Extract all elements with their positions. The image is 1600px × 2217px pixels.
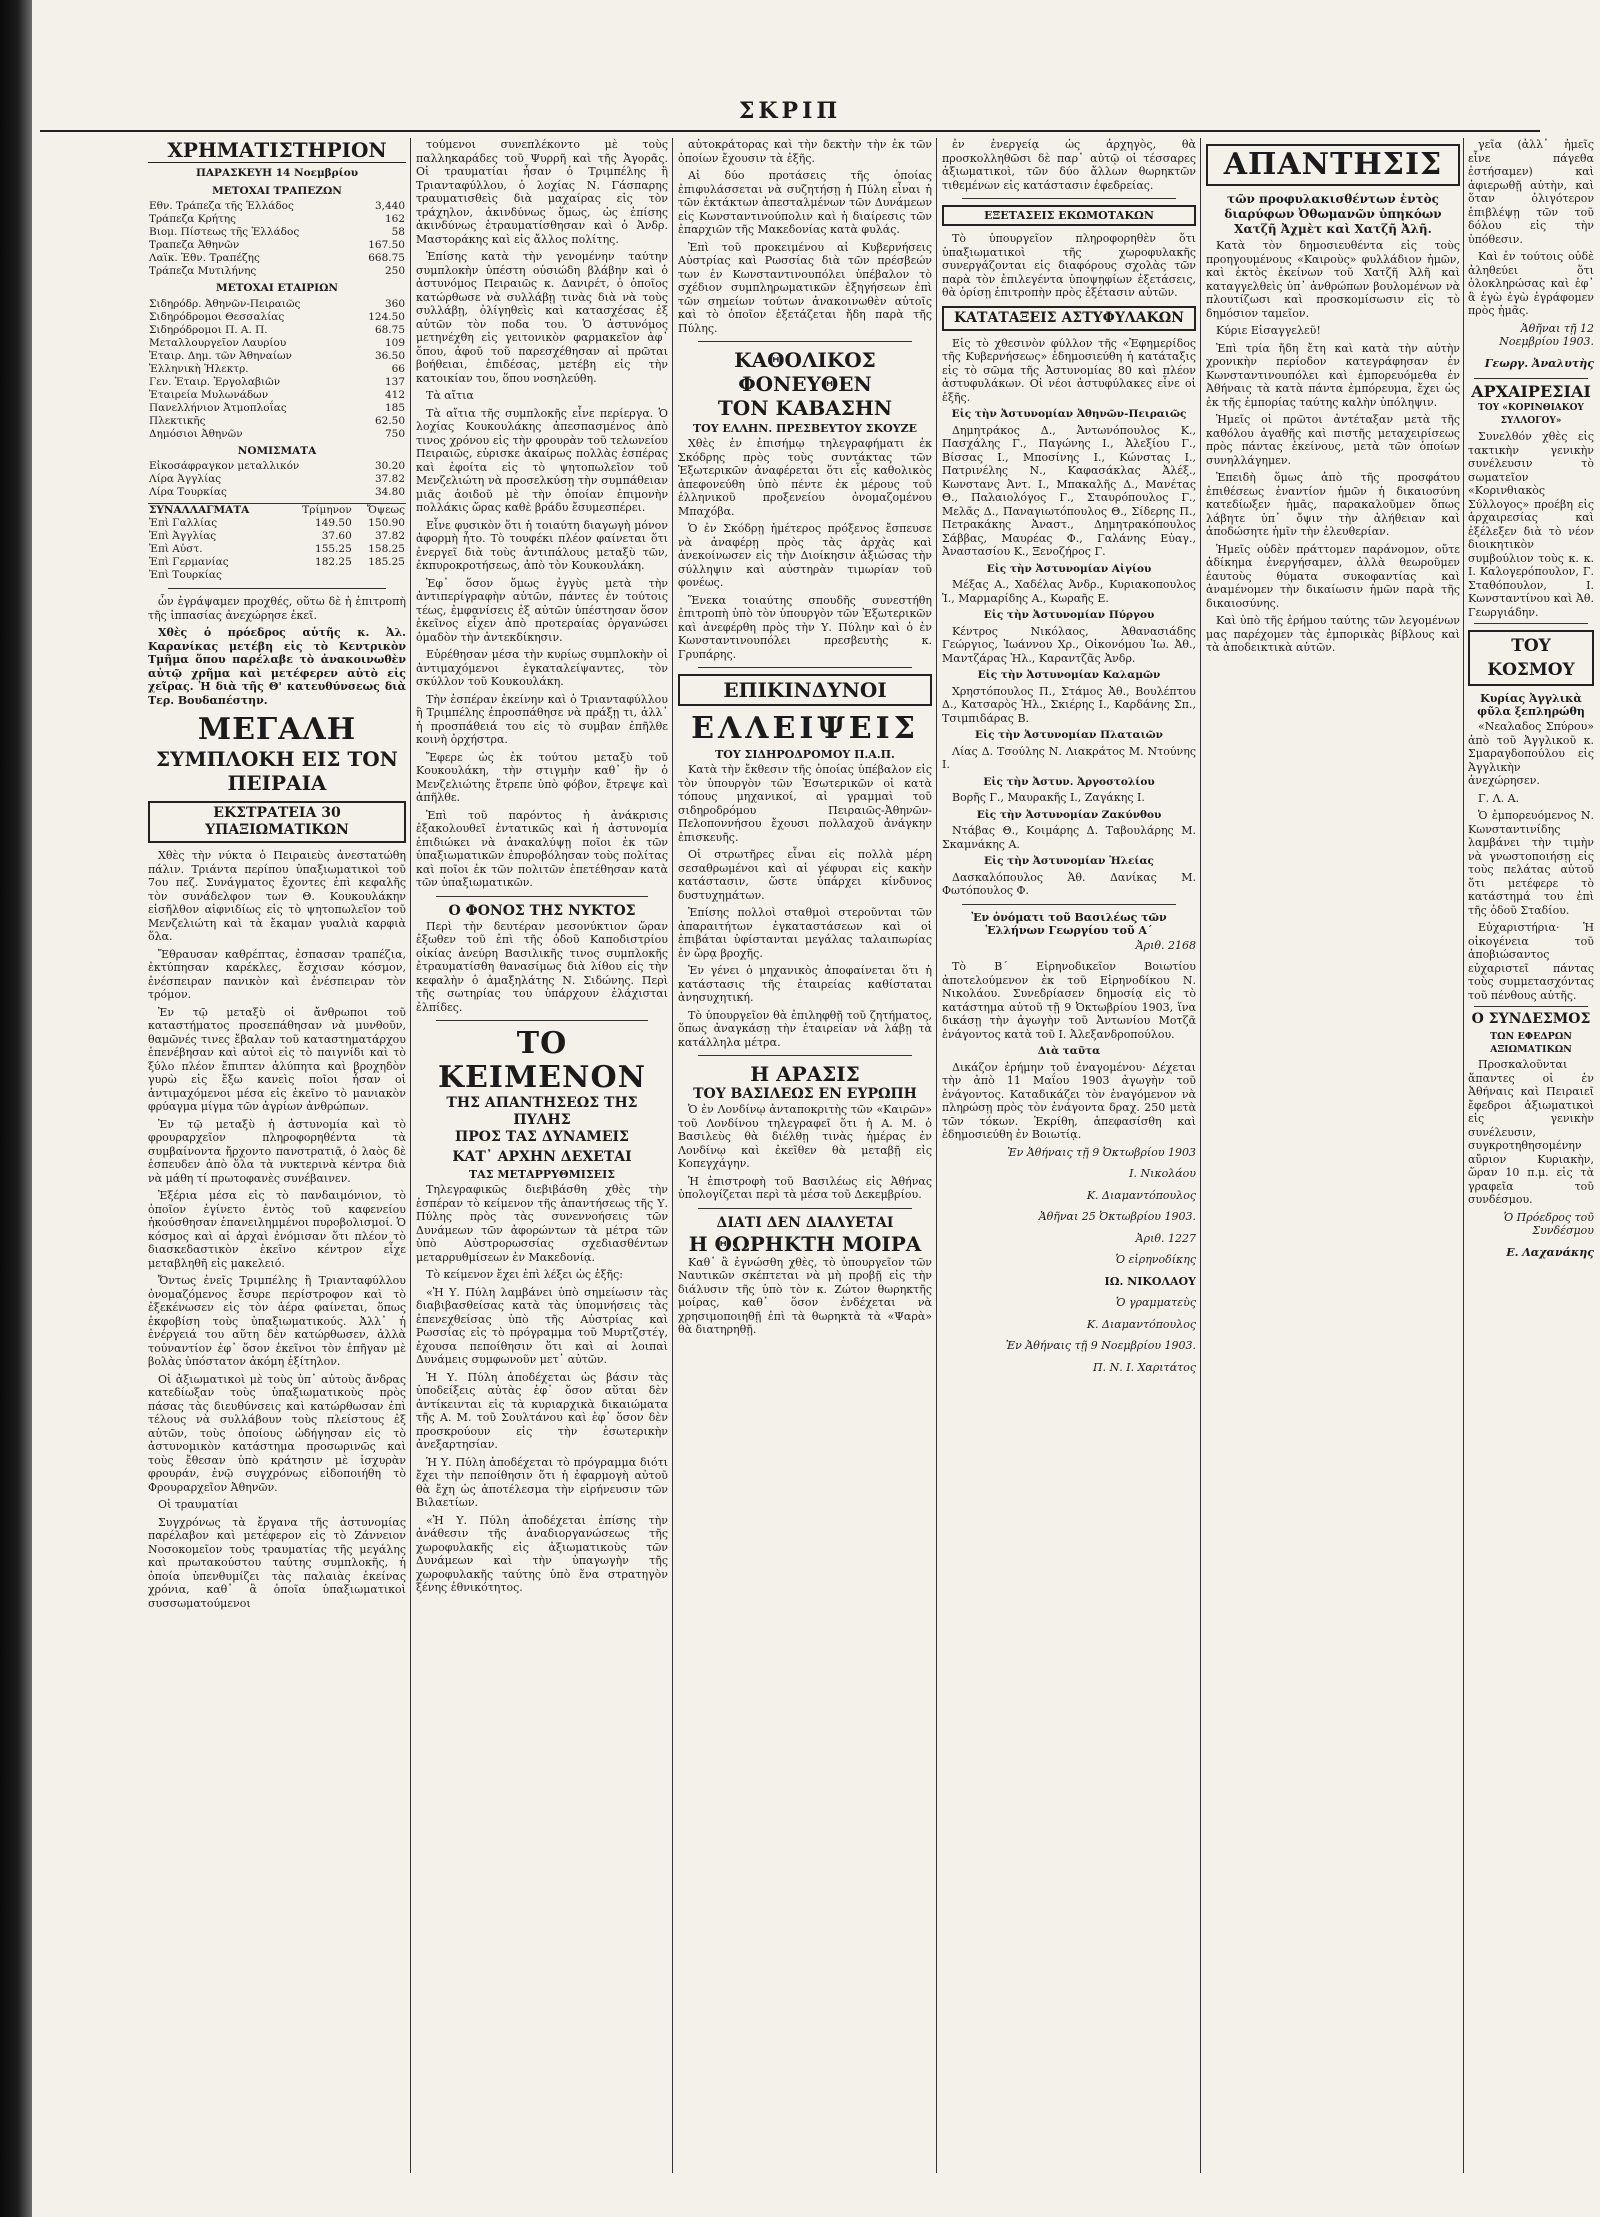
headline-exetaseis: ΕΞΕΤΑΣΕΙΣ ΕΚΩΜΟΤΑΚΩΝ [942, 205, 1196, 226]
paragraph: Ὁ ἐμπορευόμενος Ν. Κωνσταντινίδης λαμβάνει τὴν τιμὴν νὰ γνωστοποιήσῃ εἰς τοὺς πελάτας αὐτοῦ ὅτι μετέφερε τὸ κατάστημά του ἐπὶ τῆς ὁδοῦ Σταδίου. [1468, 809, 1594, 917]
police-names: Χρηστόπουλος Π., Στάμος Ἀθ., Βουλέπτου Δ., Κατσαρὸς Ἠλ., Σκιέρης Ι., Καρδάνης Σπ., Τσιμπιδάρας Β. [942, 684, 1196, 725]
police-names: Βορῆς Γ., Μαυρακῆς Ι., Ζαγάκης Ι. [952, 791, 1145, 804]
police-names: Λίας Δ. Τσούλης Ν. Λιακράτος Μ. Ντούνης Ι. [942, 744, 1196, 771]
company-row-value: 137 [384, 375, 405, 388]
paragraph: Οἱ τραυματίαι [158, 1498, 239, 1511]
company-row-name: Πλεκτικῆς [149, 414, 206, 427]
headline-diati: ΔΙΑΤΙ ΔΕΝ ΔΙΑΛΥΕΤΑΙ [716, 1214, 894, 1231]
fx-row-b: 150.90 [368, 517, 405, 529]
bank-row [148, 213, 406, 226]
headline-elleipseis: ΕΛΛΕΙΨΕΙΣ [691, 711, 919, 746]
headline-arasis: Η ΑΡΑΣΙΣ [750, 1062, 860, 1086]
lead-fragment-2: Χθὲς ὁ πρόεδρος αὐτῆς κ. Ἀλ. Καρανίκας μετέβη εἰς τὸ Κεντρικὸν Τμῆμα ὅπου παρέλαβε τὸ ἀνακοινωθὲν αὐτῷ χρῆμα καὶ μετέφερεν αὐτὸ εἰς χεῖρας. Ἡ διὰ τῆς Θ' κατευθύνσεως διὰ Τερ. Βουδαπέστην. [148, 626, 406, 707]
court-invocation: Ἐν ὀνόματι τοῦ Βασιλέως τῶν Ἑλλήνων Γεωργίου τοῦ Α΄ [971, 910, 1167, 937]
fx-row [148, 543, 406, 556]
fx-row-name: Ἐπὶ Ἀγγλίας [149, 530, 217, 542]
company-row-value: 750 [384, 427, 405, 440]
paragraph: Ἐπίσης πολλοὶ σταθμοὶ στεροῦνται τῶν ἀπαραιτήτων ἐγκαταστάσεων καὶ οἱ ἐπιβάται ὑφίστανται μεγάλας ταλαιπωρίας ἐν ὥρᾳ βροχῆς. [678, 906, 932, 960]
article-continuation [678, 138, 932, 335]
paragraph: Γ. Λ. Α. [1478, 791, 1520, 805]
fx-row [148, 556, 406, 569]
bank-row [148, 239, 406, 252]
paragraph: Ἐπὶ τοῦ προκειμένου αἱ Κυβερνήσεις Αὐστρίας καὶ Ρωσσίας διὰ τῶν πρέσβεών των ἐν Κωνσταντινουπόλει ὑπέβαλον τὸ σχέδιον συμπληρωματικῶν ἐξηγήσεων ἐπὶ τῶν σημείων τούτων ἀνακοινωθὲν αὐτοῖς καὶ τὸ ὁποῖον ἐξετάζεται ἤδη παρὰ τῆς Πύλης. [678, 240, 932, 335]
company-row-name: Ἑλληνικὴ Ἠλεκτρ. [149, 362, 249, 375]
company-row [148, 389, 406, 402]
bank-row [148, 226, 406, 239]
fx-row [148, 530, 406, 543]
company-row [148, 402, 406, 415]
paragraph: Ἐφ᾽ ὅσον ὅμως ἐγγὺς μετὰ τὴν ἀντιπερίγραφὴν αὐτῶν, πάντες ἐν τούτοις τέως, ἐμφανίσεις ἐξ αὐτῶν ὑπέστησαν ὅσον ἐκεῖνος εἶχεν ἀπὸ προτεραίας ὀργανώσει ὁμαδὸν τὴν ἀντεκδίκησιν. [416, 576, 668, 644]
bank-row [148, 200, 406, 213]
paragraph: Τὸ κείμενον ἔχει ἐπὶ λέξει ὡς ἑξῆς: [426, 1268, 623, 1281]
apantisis-subhead: τῶν προφυλακισθέντων ἐντὸς διαρύφων Ὀθωμανῶν ὑπηκόων Χατζῆ Ἀχμὲτ καὶ Χατζῆ Ἀλῆ. [1224, 192, 1442, 236]
currency-row-value: 34.80 [374, 486, 405, 498]
bank-row-value: 58 [391, 226, 405, 238]
bank-row-name: Λαϊκ. Ἐθν. Τραπέζης [149, 252, 260, 264]
bank-row-name: Τράπεζα Κρήτης [149, 213, 237, 225]
paragraph: Ἕνεκα τοιαύτης σπουδῆς συνεστήθη ἐπιτροπὴ ὑπὸ τὸν ὑπουργὸν τῶν Ἐξωτερικῶν καὶ ἀνεφέρθη πρὸς τὴν Υ. Πύλην καὶ ὁ ἐν Κωνσταντινουπόλει πρεσβευτὴς κ. Γρυπάρης. [678, 593, 932, 661]
paragraph: Εὑρέθησαν μέσα τὴν κυρίως συμπλοκὴν οἱ ἀντιμαχόμενοι ἐγκαταλείψαντες, τὸν σκύλλον τοῦ Κουκουλάκη. [416, 648, 668, 688]
apantisis-signature: Γεωργ. Ἀναλυτὴς [1484, 356, 1594, 370]
bank-row [148, 252, 406, 265]
paragraph: Εὐχαριστήρια· Ἡ οἰκογένεια τοῦ ἀποβιώσαντος εὐχαριστεῖ πάντας τοὺς συμμετασχόντας τοῦ πένθους αὐτῆς. [1468, 921, 1594, 1002]
company-row-value: 66 [391, 362, 405, 375]
company-row-value: 360 [384, 297, 405, 310]
court-date-2: Ἀθῆναι 25 Ὀκτωβρίου 1903. [1038, 1210, 1196, 1223]
katataxeis-text: Εἰς τὸ χθεσινὸν φύλλον τῆς «Ἐφημερίδος τῆς Κυβερνήσεως» ἐδημοσιεύθη ἡ κατάταξις εἰς τὸ σῶμα τῆς Ἀστυνομίας 80 καὶ πλέον ἀστυφυλάκων. Οἱ νέοι ἀστυφύλακες εἶνε οἱ ἑξῆς. [942, 336, 1196, 404]
exchange-title: ΧΡΗΜΑΤΙΣΤΗΡΙΟΝ [148, 138, 406, 163]
paragraph: «Ἡ Υ. Πύλη ἀποδέχεται ἐπίσης τὴν ἀνάθεσιν τῆς ἀναδιοργανώσεως τῆς χωροφυλακῆς εἰς ἀξιωματικοὺς τῶν Δυνάμεων καὶ τὴν ὑπαγωγὴν τῆς χωροφυλακῆς ταύτης ὑπὸ ἕνα στρατηγὸν ξένης ἐθνικότητος. [416, 1513, 668, 1594]
currency-row-value: 37.82 [374, 473, 405, 485]
paragraph: Καὶ ἐν τούτοις οὐδὲ ἀληθεύει ὅτι ὀλοκληρώσας καὶ ἐφ᾽ ἃ ἐγὼ ἐγὼ ἐγράφομεν πρὸς ἡμᾶς. [1468, 250, 1594, 317]
elleipseis-body [678, 763, 932, 1049]
court-verdict: Δικάζον ἐρήμην τοῦ ἐναγομένου· Δέχεται τὴν ἀπὸ 11 Μαΐου 1903 ἀγωγὴν τοῦ ἐνάγοντος. Καταδικάζει τὸν ἐναγόμενον νὰ πληρώσῃ πρὸς τὸν ἐνάγοντα δραχ. 250 μετὰ τῶν τόκων. Ἐκρίθη, ἀπεφασίσθη καὶ ἐδημοσιεύθη ἐν Βοιωτίᾳ. [942, 1060, 1196, 1141]
paragraph: Ἐπειδὴ ὅμως ἀπὸ τῆς προσφάτου ἐπιθέσεως ἐναντίον ἡμῶν ἡ δικαιοσύνη κατεδίωξεν ἡμᾶς, παρακαλοῦμεν ὅπως λάβητε ὑπ᾽ ὄψιν τὴν ἀλήθειαν καὶ ἀποδώσητε ἡμῖν τὴν ἐλευθερίαν. [1206, 471, 1460, 538]
column-rule [672, 138, 673, 2173]
paragraph: Ἡμεῖς οἱ πρῶτοι ἀντέταξαν μετὰ τῆς καθόλου ἀγαθῆς καὶ πιστῆς μεταχειρίσεως πρὸς πάντας ἐκείνους, μετὰ τῶν ὁποίων συνηλλάγημεν. [1206, 413, 1460, 467]
company-row-value: 62.50 [374, 414, 405, 427]
fx-row-a: 155.25 [315, 543, 352, 555]
bank-row [148, 265, 406, 278]
police-names: Δημητράκος Δ., Ἀντωνόπουλος Κ., Πασχάλης Γ., Παγώνης Ι., Ἀλεξίου Γ., Βίσσας Ι., Μποσίνης Ι., Κώνστας Ι., Πατρινέλης Ν., Καφασάκλας Ἀλέξ., Κωνστανς Ἀντ. Ι., Μπακαλῆς Δ., Μανέτας Θ., Παλαιολόγος Γ., Σταυρόπουλος Γ., Μελᾶς Δ., Παναγιωτόπουλος Θ., Σίδερης Π., Πετρακάκης Ἀναστ., Δημητρακόπουλος Σάββας, Μαυρέας Φ., Γαλάνης Εὐαγ., Ἀναστασίου Κ., Ξενοζήρος Γ. [942, 423, 1196, 558]
lead-fragment: ὧν ἐγράψαμεν προχθές, οὕτω δὲ ἡ ἐπιτροπὴ τῆς ἱππασίας ἀνεχώρησε ἐκεῖ. [148, 595, 406, 622]
company-row-name: Δημόσιοι Ἀθηνῶν [149, 427, 243, 440]
column-rule [1200, 138, 1201, 2173]
court-date: Ἐν Ἀθήναις τῇ 9 Ὀκτωβρίου 1903 [1007, 1145, 1196, 1159]
headline-katholikos: ΚΑΘΟΛΙΚΟΣ ΦΟΝΕΥΘΕΝ [734, 348, 876, 396]
company-row [148, 350, 406, 363]
paragraph: Ἐν γένει ὁ μηχανικὸς ἀποφαίνεται ὅτι ἡ κατάστασις τῆς ἐταιρείας καθίσταται ἀνησυχητική. [678, 964, 932, 1004]
paragraph: Ὁ ἐν Λονδίνῳ ἀνταποκριτὴς τῶν «Καιρῶν» τοῦ Λονδίνου τηλεγραφεῖ ὅτι ἡ Α. Μ. ὁ Βασιλεὺς θὰ διέλθῃ τινὰς ἡμέρας ἐν Λονδίνῳ καὶ ἐκεῖθεν θὰ μεταβῇ εἰς Κοπεγχάγην. [678, 1103, 932, 1170]
paragraph: Τὰ αἴτια [426, 389, 474, 402]
paragraph: Ἡ Υ. Πύλη ἀποδέχεται τὸ πρόγραμμα διότι ἔχει τὴν πεποίθησιν ὅτι ἡ ἐφαρμογὴ αὐτοῦ θὰ ἔχη ὡς ἀποτέλεσμα τὴν εἰρήνευσιν τῶν Βιλαετίων. [416, 1455, 668, 1509]
paragraph: Τὸ ὑπουργεῖον θὰ ἐπιληφθῇ τοῦ ζητήματος, ὅπως ἀναγκάσῃ τὴν ἑταιρείαν νὰ λάβῃ τὰ κατάλληλα μέτρα. [678, 1008, 932, 1049]
court-sig-4: ΙΩ. ΝΙΚΟΛΑΟΥ [1104, 1274, 1196, 1288]
court-sig-2: Κ. Διαμαντόπουλος [1086, 1188, 1196, 1202]
court-sig-6: Κ. Διαμαντόπουλος [1086, 1317, 1196, 1331]
company-row-name: Ἑταιρ. Δημ. τῶν Ἀθηναίων [149, 349, 292, 362]
paragraph: Ἔφερε ὡς ἐκ τούτου μεταξὺ τοῦ Κουκουλάκη, τὴν στιγμὴν καθ᾽ ἣν ὁ Μενζελιώτης ἔτρεπε ὑπὸ φόβον, ἔτρεψε καὶ ἀπῆλθε. [416, 750, 668, 804]
company-row-value: 124.50 [368, 310, 405, 323]
headline-dechetai: ΚΑΤ᾽ ΑΡΧΗΝ ΔΕΧΕΤΑΙ [452, 1149, 632, 1165]
currency-row-name: Εἰκοσάφραγκον μεταλλικόν [149, 460, 300, 472]
company-row-value: 412 [384, 388, 405, 401]
column-6 [1468, 138, 1594, 2177]
court-sig-3: Ὁ εἰρηνοδίκης [1115, 1253, 1196, 1266]
banks-header: ΜΕΤΟΧΑΙ ΤΡΑΠΕΖΩΝ [212, 184, 342, 197]
currency-row [148, 486, 406, 499]
paragraph: Ἐπὶ τοῦ παρόντος ἡ ἀνάκρισις ἐξακολουθεῖ ἐντατικῶς καὶ ἡ ἀστυνομία ἐπιδιώκει νὰ ἀνακαλύψῃ ποῖοι ἐκ τῶν ὑπαξιωματικῶν ἐπυροβόλησαν τοὺς πολίτας καὶ ποῖοι ἐκ τῶν πολιτῶν ἐπετέθησαν κατὰ τῶν ὑπαξιωματικῶν. [416, 808, 668, 889]
police-station-heading: Εἰς τὴν Ἀστυνομίαν Καλαμῶν [977, 669, 1161, 681]
company-row [148, 337, 406, 350]
police-station-heading: Εἰς τὴν Ἀστυνομίαν Αἰγίου [986, 562, 1152, 575]
headline-dynameis: ΠΡΟΣ ΤΑΣ ΔΥΝΑΜΕΙΣ [455, 1129, 629, 1145]
bank-row-value: 250 [384, 265, 405, 277]
court-number: Ἀριθ. 2168 [1135, 938, 1196, 952]
paragraph: Συγχρόνως τὰ ἔργανα τῆς ἀστυνομίας παρέλαβον καὶ μετέφερον εἰς τὸ Ζάννειον Νοσοκομεῖον τοὺς τραυματίας τῆς μεγάλης καὶ πρωτακούστου ταύτης συμπλοκῆς, ἡ ὁποία ὑπενθυμίζει τὰς παλαιὰς ἐκείνας χρόνια, καθ᾽ ἃ ὁποῖα ὑπαξιωματικοὶ συσσωματούμενοι [148, 1515, 406, 1610]
fx-row-a: 149.50 [315, 517, 352, 529]
fx-row-b: 158.25 [368, 543, 405, 555]
column-rule [936, 138, 937, 2173]
masthead [40, 98, 1540, 132]
paragraph: αὐτοκράτορας καὶ τὴν δεκτὴν τὴν ἐκ τῶν ὁποίων ἔχουσιν τὰ ἐξῆς. [678, 138, 932, 165]
syndesmos-text: Προσκαλοῦνται ἅπαντες οἱ ἐν Ἀθήναις καὶ Πειραιεῖ ἔφεδροι ἀξιωματικοὶ εἰς γενικὴν συνέλευσιν, συγκροτηθησομένην αὔριον Κυριακὴν, ὥραν 10 π.μ. εἰς τὰ γραφεῖα τοῦ συνδέσμου. [1468, 1058, 1594, 1206]
company-row-name: Σιδηρόδρ. Ἀθηνῶν-Πειραιῶς [149, 297, 301, 310]
company-row [148, 415, 406, 428]
keimenon-body [416, 1183, 668, 1595]
bank-row-name: Τράπεζα Μυτιλήνης [149, 265, 257, 277]
court-sig-1: Ι. Νικολάου [1129, 1167, 1196, 1180]
fx-row-a: 182.25 [315, 556, 352, 568]
syndesmos-sig-2: Ε. Λαχανάκης [1506, 1245, 1594, 1259]
police-station-heading: Εἰς τὴν Ἀστυνομίαν Ζακύνθου [976, 808, 1162, 821]
paragraph: Ἐν τῷ μεταξὺ ἡ ἀστυνομία καὶ τὸ φρουραρχεῖον πληροφορηθέντα τὰ συμβαίνοντα ἤρχοντο πανστρατιᾷ, ὁ λαὸς δὲ ἐσπευδεν ἀπὸ ὅλα τὰ νυκτερινὰ κέντρα διὰ νὰ μάθη τί πρωτοφανὲς συνέβαινεν. [148, 1117, 406, 1185]
fx-row-a: 37.60 [321, 530, 352, 542]
police-names: Μέξας Α., Χαδέλας Ἀνδρ., Κυριακοπουλος Ἰ., Μαρμαρίδης Α., Κωραῆς Ε. [942, 578, 1196, 605]
court-sig-7: Π. Ν. Ι. Χαριτάτος [1093, 1360, 1196, 1374]
fx-row-name: Ἐπὶ Αὐστ. [149, 543, 203, 555]
headline-symploki: ΣΥΜΠΛΟΚΗ ΕΙΣ ΤΟΝ ΠΕΙΡΑΙΑ [156, 747, 398, 795]
police-names: Κέντρος Νικόλαος, Ἀθανασιάδης Γεώργιος, Ἰωάννου Χρ., Οἰκονόμου Ἰω. Ἀθ., Μαντζάρας Ἠλ., Καραντζᾶς Ἀνδρ. [942, 624, 1196, 665]
paragraph: «Ἡ Υ. Πύλη λαμβάνει ὑπὸ σημείωσιν τὰς διαβιβασθείσας κατὰ τὰς ὑπομνήσεις τὰς ἐπενεχθείσας ὑπὸ τῆς Αὐστρίας καὶ Ρωσσίας εἰς τὸ πρόγραμμα τοῦ Μυρτζστέγ, ἐχουσα πεποίθησιν ὅτι καὶ αἱ λοιπαὶ Δυνάμεις συμφωνοῦν μετ᾽ αὐτῶν. [416, 1285, 668, 1366]
company-row-value: 185 [384, 401, 405, 414]
headline-syndesmos: Ο ΣΥΝΔΕΣΜΟΣ [1471, 1011, 1591, 1027]
apantisis-date: Ἀθῆναι τῇ 12 Νοεμβρίου 1903. [1499, 321, 1594, 348]
companies-table [148, 298, 406, 441]
top-text: ἐν ἐνεργείᾳ ὡς ἀρχηγὸς, θὰ προσκολληθῶσι δὲ παρ᾽ αὐτῷ οἱ τέσσαρες ἀξιωματικοὶ, τῶν δύο ἄλλων θωρηκτῶν τιθεμένων εἰς κατάστασιν ἐφεδρείας. [942, 138, 1196, 192]
fx-row [148, 569, 406, 582]
paragraph: Εἶνε φυσικὸν ὅτι ἡ τοιαύτη διαγωγὴ μόνον ἀφορμὴ ἦτο. Τὸ τουφέκι πλέον φαίνεται ὅτι ἐνεργεῖ διὰ τοὺς ἀντιπάλους μεταξὺ τῶν, ἐκπυροκροτήσεως, ἀπὸ τὸν Κουκουλάκη. [416, 518, 668, 572]
fx-row-name: Ἐπὶ Τουρκίας [149, 569, 222, 581]
paragraph: Τὴν ἐσπέραν ἐκείνην καὶ ὁ Τριανταφύλλου ἢ Τριμπέλης ἐπροσπάθησε νὰ πράξῃ τι, ἀλλ᾽ ἡ προσπάθειά του εἰς τὸ συμβαν ἐπῆλθε κοινὴ ὀρχήστρα. [416, 692, 668, 746]
headline-katataxeis: ΚΑΤΑΤΑΞΕΙΣ ΑΣΤΥΦΥΛΑΚΩΝ [942, 306, 1196, 331]
headline-kavasin: ΤΟΝ ΚΑΒΑΣΗΝ [717, 396, 893, 420]
police-station-heading: Εἰς τὴν Ἀστυνομίαν Ἠλείας [984, 855, 1154, 867]
column-3 [678, 138, 932, 2177]
fx-header: ΣΥΝΑΛΛΑΓΜΑΤΑ [149, 504, 250, 516]
company-row [148, 428, 406, 441]
paragraph: Ὁ ἐν Σκόδρῃ ἡμέτερος πρόξενος ἔσπευσε νὰ ἀναφέρῃ πρὸς τὰς ἀρχὰς καὶ ἀνεκοίνωσεν εἰς τὴν Διοίκησιν ἀξιώσας τὴν σύλληψιν καὶ αὐστηρὰν τιμωρίαν τοῦ φονέως. [678, 522, 932, 589]
paragraph: Ἐν τῷ μεταξὺ οἱ ἄνθρωποι τοῦ καταστήματος προσεπάθησαν νὰ μυνθοῦν, θαμῶνές τινες ἔβαλαν τοῦ καταστηματάρχου ἐπενέβησαν καὶ αὐτοὶ εἰς τὸ παιγνίδι καὶ τὸ ξύλο πλέον ἔπιπτεν ἀλύπητα καὶ βροχηδὸν γυρὼ εἰς ἔξω κανεὶς ποῖοι ἦσαν οἱ ἀντιμαχόμενοι μέσα εἰς ἐκεῖνο τὸ μανιακὸν φρύαγμα μίγμα τῶν ἀγρίων ἀνθρώπων. [148, 1005, 406, 1113]
column-2 [416, 138, 668, 2177]
appointments-list [942, 408, 1196, 898]
company-row [148, 298, 406, 311]
paragraph: Ὄντως ἐνεῖς Τριμπέλης ἢ Τριανταφύλλου ὀνομαζόμενος ἔσυρε περίστροφον καὶ τὸ ἐξεκένωσεν εἰς τὸν ἀέρα φαίνεται, ὅπως ἐκφοβίση τοὺς ὑπαξιωματικούς. Ἀλλ᾽ ἡ ἐνέργειά του αὕτη δὲν κατώρθωσεν, ἀλλὰ τοὐναντίον ἐφ᾽ ὅσον ἐκεῖνοι τὸν ἐπῆγαν μὲ βολὰς ὑπόστατον ἀκόμη ἐξίτηλον. [148, 1274, 406, 1368]
paragraph: τούμενοι συνεπλέκοντο μὲ τοὺς παλληκαράδες τοῦ Ψυρρῆ καὶ τῆς Ἀγορᾶς. Οἱ τραυματίαι ἦσαν ὁ Τριμπέλης ἢ Τριανταφύλλου, ὁ λοχίας Ν. Γάσπαρης τραυματισθεὶς διὰ μαχαίρας εἰς τὸν τράχηλον, ἀκινδύνως ὅμως, ὡς ἐπίσης ἀκινδύνως ἐτραυματίσθησαν καὶ ὁ Ἀνδρ. Μαστοράκης καὶ εἰς ἄλλος πολίτης. [416, 138, 668, 246]
paragraph: γεῖα (ἀλλ᾽ ἡμεῖς εἶνε πάγεθα ἐστήσαμεν) καὶ ἀφιερωθῇ αὐτὴν, καὶ ὅταν ὀλιγότερον ἐπιβλέψῃ τῶν τοῦ δόλου εἰς τὴν ὑπόθεσιν. [1468, 138, 1594, 246]
fx-col-a: Τρίμηνον [302, 504, 352, 516]
apantisis-continuation [1468, 138, 1594, 318]
paragraph: Χθὲς ἐν ἐπισήμῳ τηλεγραφήματι ἐκ Σκόδρης πρὸς τοὺς συντάκτας τῶν Ἐξωτερικῶν ἀναφέρεται ὅτι εἷς καθολικὸς ἀπεφονεύθη ὑπὸ πέντε ἐκ μέρους τοῦ ἐλληνικοῦ προξενείου ὀνομαζομένου Μπαχόβα. [678, 437, 932, 518]
currency-row [148, 460, 406, 473]
archairesiai-text: Συνελθόν χθὲς εἰς τακτικὴν γενικὴν συνέλευσιν τὸ σωματεῖον «Κορινθιακὸς Σύλλογος» προέβη εἰς ἀρχαιρεσίας καὶ ἐξέλεξεν διὰ τὸ νέον διοικητικὸν συμβούλιον τοὺς κ. κ. Ι. Καλογερόπουλον, Γ. Σταθόπουλον, Ι. Κωνσταντίνου καὶ Ἀθ. Γεωργιάδην. [1468, 430, 1594, 619]
paragraph: Κατὰ τὸν δημοσιευθέντα εἰς τοὺς προηγουμένους «Καιροὺς» φυλλάδιον ἡμῶν, καὶ ἐκτὸς ἐκείνων τοῦ Χατζῆ Ἀλῆ καὶ καταγγελθεὶς ὑπ᾽ ἀνθρώπων βουλομένων νὰ πλουτίζωσι καὶ προσκομίσωσιν εἰς τὸ δημόσιον ταμεῖον. [1206, 239, 1460, 320]
paragraph: «Νεαλαδος Σπύρου» ἀπὸ τοῦ Ἀγγλικοῦ κ. Σμαραγδοπούλου εἰς Ἀγγλικὴν ἀνεχώρησεν. [1468, 720, 1594, 787]
katholikos-body [678, 437, 932, 661]
article-body [148, 849, 406, 1610]
paragraph: Ἡμεῖς οὐδὲν πράττομεν παράνομον, οὔτε ἀδίκημα ἐνεργήσαμεν, ἀλλὰ θεωροῦμεν ἑαυτοὺς θύματα συκοφαντίας καὶ ἀναμένομεν τὴν δικαίωσιν ἡμῶν παρὰ τῆς δικαιοσύνης. [1206, 542, 1460, 610]
currency-row [148, 473, 406, 486]
court-dia: Διὰ ταῦτα [1037, 1045, 1101, 1057]
paragraph: Κατὰ τὴν ἔκθεσιν τῆς ὁποίας ὑπέβαλον εἰς τὸν ὑπουργὸν τῶν Ἐσωτερικῶν οἱ κατὰ τόπους μηχανικοί, αἱ γραμμαὶ τοῦ σιδηροδρόμου Πειραιῶς-Ἀθηνῶν-Πελοποννήσου ἔχουσι πολλαχοῦ ἀνάγκην ἐπισκευῆς. [678, 763, 932, 844]
headline-ekstrateia: ΕΚΣΤΡΑΤΕΙΑ 30 ΥΠΑΞΙΩΜΑΤΙΚΩΝ [148, 801, 406, 843]
column-4 [942, 138, 1196, 2177]
headline-archairesiai: ΑΡΧΑΙΡΕΣΙΑΙ [1471, 382, 1591, 401]
bank-row-value: 668.75 [368, 252, 405, 264]
bank-row-name: Εθν. Τράπεζα τῆς Ἑλλάδος [149, 200, 294, 212]
column-1 [148, 138, 406, 2177]
paragraph: Αἱ δύο προτάσεις τῆς ὁποίας ἐπιφυλάσσεται νὰ συζητήσῃ ἡ Πύλη εἶναι ἡ τῶν ἐκτάκτων ἀπεσταλμένων τῶν Δυνάμεων εἰς Κωνσταντινούπολιν καὶ ἡ διαίρεσις τῶν ἐπαρχιῶν τῆς Μακεδονίας κατὰ φυλάς. [678, 169, 932, 236]
company-row-value: 68.75 [374, 323, 405, 336]
company-row-name: Ἑταιρεία Μυλωνάδων [149, 388, 269, 401]
police-station-heading: Εἰς τὴν Ἀστυνομίαν Ἀθηνῶν-Πειραιῶς [951, 408, 1187, 420]
paragraph: Τηλεγραφικῶς διεβιβάσθη χθὲς τὴν ἑσπέραν τὸ κείμενον τῆς ἀπαντήσεως τῆς Υ. Πύλης πρὸς τὰς συνεννοήσεις τῶν Δυνάμεων τῶν ἀφορώντων τὰ μέτρα τῶν ὑπὸ Αὐστρορωσσίας σχεδιασθέντων μεταρρυθμίσεων ἐν Μακεδονίᾳ. [416, 1183, 668, 1264]
headline-korinthiakou: ΤΟΥ «ΚΟΡΙΝΘΙΑΚΟΥ ΣΥΛΛΟΓΟΥ» [1478, 403, 1584, 426]
headline-kosmou: ΤΟΥ ΚΟΣΜΟΥ [1468, 630, 1594, 686]
company-row-name: Μεταλλουργεῖον Λαυρίου [149, 336, 287, 349]
exetaseis-text: Τὸ ὑπουργεῖον πληροφορηθὲν ὅτι ὑπαξιωματικοὶ τῆς χωροφυλακῆς συνεργάζονται εἰς διαφόρους σχολὰς τῶν παρὰ τὸν ἐπιλεγέντα ὑποψηφίων ἐξετάσεις, θὰ ὁρίσῃ ἐπιτροπὴν πρὸς ἐξέτασιν αὐτῶν. [942, 232, 1196, 299]
police-station-heading: Εἰς τὴν Ἀστυνομίαν Πλαταιῶν [975, 729, 1163, 741]
company-row-name: Σιδηρόδρομοι Π. Α. Π. [149, 323, 268, 336]
fx-row-b: 185.25 [368, 556, 405, 568]
police-names: Ντάβας Θ., Κοιμάρης Δ. Ταβουλάρης Μ. Σκαμνάκης Α. [942, 824, 1196, 851]
paragraph: Οἱ ἀξιωματικοὶ μὲ τοὺς ὑπ᾽ αὐτοὺς ἄνδρας κατεδίωξαν τοὺς ὑπαξιωματικοὺς πρὸς πάσας τὰς διευθύνσεις καὶ κατώρθωσαν ἐπὶ τέλους νὰ συλλάβουν τοὺς πλείστους ἐξ αὐτῶν, τοὺς ὁποίους ὡδήγησαν εἰς τὸ ἀστυνομικὸν κατάστημα προσωρινῶς καὶ τοὺς ἔθεσαν ὑπὸ κράτησιν μὲ ἰσχυρὰν φρουράν, ἐνῷ συγχρόνως εἰδοποιήθη τὸ Φρουραρχεῖον Ἀθηνῶν. [148, 1372, 406, 1494]
currency-row-name: Λίρα Τουρκίας [149, 486, 227, 498]
bank-row-value: 3,440 [374, 200, 405, 212]
company-row-value: 36.50 [374, 349, 405, 362]
paragraph: Καὶ ὑπὸ τῆς ἐρήμου ταύτης τῶν λεγομένων μας παρέχομεν τὰς ἐμπορικὰς βίβλους καὶ τὰ ἀποδεικτικὰ αὐτῶν. [1206, 614, 1460, 654]
fx-row [148, 517, 406, 530]
apantisis-body [1206, 239, 1460, 655]
company-row [148, 311, 406, 324]
company-row [148, 324, 406, 337]
fx-table [148, 503, 406, 582]
headline-vasileos: ΤΟΥ ΒΑΣΙΛΕΩΣ ΕΝ ΕΥΡΩΠΗ [693, 1086, 917, 1102]
article-continuation [416, 138, 668, 890]
scan-binding-edge [0, 0, 32, 2217]
police-station-heading: Εἰς τὴν Ἀστυνομίαν Πύργου [983, 609, 1155, 621]
company-row [148, 376, 406, 389]
headline-moira: Η ΘΩΡΗΚΤΗ ΜΟΙΡΑ [688, 1231, 922, 1256]
kosmou-subhead: Κυρίας Ἀγγλικὰ φῦλα ξεπληρώθη [1477, 692, 1585, 718]
moira-text: Καθ᾽ ἃ ἐγνώσθη χθὲς, τὸ ὑπουργεῖον τῶν Ναυτικῶν σκέπτεται νὰ μὴ προβῇ εἰς τὴν διάλυσιν τῆς ὑπὸ τὸν κ. Ζώτον θωρηκτῆς μοίρας, καθ᾽ ὅσον ἐνδέχεται νὰ χρησιμοποιηθῇ ἐπὶ τὰ θωρηκτὰ τὰ «Ψαρὰ» θὰ διατηρηθῇ. [678, 1255, 932, 1336]
headline-sidirodromou: ΤΟΥ ΣΙΔΗΡΟΔΡΟΜΟΥ Π.Α.Π. [715, 748, 895, 761]
paragraph: Οἱ στρωτῆρες εἶναι εἰς πολλὰ μέρη σεσαθρωμένοι καὶ αἱ γέφυραι εἰς κακὴν κατάστασιν, ὥστε ὑπάρχει κίνδυνος δυστυχημάτων. [678, 848, 932, 902]
column-rule [1463, 138, 1464, 2173]
headline-fonos: Ο ΦΟΝΟΣ ΤΗΣ ΝΥΚΤΟΣ [448, 902, 636, 919]
currency-table [148, 460, 406, 499]
banks-table [148, 200, 406, 278]
paragraph: Ἡ ἐπιστροφὴ τοῦ Βασιλέως εἰς Ἀθήνας ὑπολογίζεται περὶ τὰ μέσα τοῦ Δεκεμβρίου. [678, 1174, 932, 1201]
currency-row-value: 30.20 [374, 460, 405, 472]
kosmou-body [1468, 720, 1594, 1002]
headline-presvefto: ΤΟΥ ΕΛΛΗΝ. ΠΡΕΣΒΕΥΤΟΥ ΣΚΟΥΖΕ [692, 422, 917, 435]
fx-row-b: 37.82 [374, 530, 405, 542]
paragraph: Ἔθραυσαν καθρέπτας, ἐσπασαν τραπέζια, ἐκτύπησαν καρέκλες, ἔσχισαν κόσμον, ἐνέσπειραν πανικὸν καὶ ἐνέσπειραν τὸν τρόμον. [148, 947, 406, 1001]
company-row [148, 363, 406, 376]
companies-header: ΜΕΤΟΧΑΙ ΕΤΑΙΡΙΩΝ [215, 282, 339, 294]
paragraph: Χθὲς τὴν νύκτα ὁ Πειραιεὺς ἀνεστατώθη πάλιν. Τριάντα περίπου ὑπαξιωματικοὶ τοῦ 7ου πεζ. Συνάγματος ἔχοντες ἐπὶ κεφαλῆς τὸν συνάδελφον των Θ. Κουκουλάκην εἰσῆλθον αἰφνιδίως εἰς τὸ ψητοπωλεῖον τοῦ Μενζελιώτη καὶ τὰ ἔκαμαν γυαλιὰ καρφιὰ ὅλα. [148, 849, 406, 943]
headline-efedron: ΤΩΝ ΕΦΕΔΡΩΝ ΑΞΙΩΜΑΤΙΚΩΝ [1490, 1031, 1572, 1055]
masthead-title: ΣΚΡΙΠ [738, 98, 842, 124]
court-sig-5: Ὁ γραμματεὺς [1116, 1296, 1196, 1309]
paragraph: Ἐπίσης κατὰ τὴν γενομένην ταύτην συμπλοκὴν ὑπέστη οὐσιώδη βλάβην καὶ ὁ ἀστυνόμος Πειραιῶς κ. Δανιρέτ, ὁ ὁποῖος κατώρθωσε νὰ συλλάβῃ τινὰς διὰ νὰ τοὺς συλλάβῃ, ὀλίγηθεὶς καὶ κατασχέσας ἐξ αὐτῶν τὸν ποδα του. Ὁ ἀστυνόμος μετηνέχθη εἰς γειτονικὸν φαρμακεῖον ἀφ᾽ ὅπου, ἀφοῦ τοῦ παρεσχέθησαν αἱ πρῶται βοήθειαι, ἐπιδέσας, μετέβη εἰς τὴν κατοικίαν του, ὅπου νοσηλεύθη. [416, 250, 668, 385]
company-row-value: 109 [384, 336, 405, 349]
fx-row-name: Ἐπὶ Γαλλίας [149, 517, 218, 529]
fx-row-b [353, 569, 406, 582]
headline-metarrythmiseis: ΤΑΣ ΜΕΤΑΡΡΥΘΜΙΣΕΙΣ [469, 1168, 615, 1181]
arasis-body [678, 1103, 932, 1202]
headline-megali: ΜΕΓΑΛΗ [197, 712, 357, 747]
fx-col-b: Ὄψεως [367, 504, 405, 516]
column-rule [410, 138, 411, 2173]
police-station-heading: Εἰς τὴν Ἀστυν. Ἀργοστολίου [983, 775, 1155, 788]
paragraph: Κύριε Εἰσαγγελεῦ! [1216, 324, 1321, 337]
currency-header: ΝΟΜΙΣΜΑΤΑ [237, 444, 317, 457]
syndesmos-sig-1: Ὁ Πρόεδρος τοῦ Συνδέσμου [1503, 1210, 1594, 1237]
currency-row-name: Λίρα Ἀγγλίας [149, 473, 222, 485]
court-number-2: Ἀριθ. 1227 [1135, 1231, 1196, 1245]
company-row-name: Γεν. Ἑταιρ. Ἐργολαβιῶν [149, 375, 281, 388]
company-row-name: Πανελλήνιον Ἀτμοπλοΐας [149, 401, 287, 414]
headline-epikindynoi: ΕΠΙΚΙΝΔΥΝΟΙ [678, 674, 932, 706]
fx-row-name: Ἐπὶ Γερμανίας [149, 556, 229, 568]
exchange-date: ΠΑΡΑΣΚΕΥΗ 14 Νοεμβρίου [196, 167, 358, 179]
headline-apantiseos: ΤΗΣ ΑΠΑΝΤΗΣΕΩΣ ΤΗΣ ΠΥΛΗΣ [446, 1095, 638, 1128]
court-date-3: Ἐν Ἀθήναις τῇ 9 Νοεμβρίου 1903. [1005, 1339, 1196, 1352]
paragraph: Ἡ Υ. Πύλη ἀποδέχεται ὡς βάσιν τὰς ὑποδείξεις αὐτὰς ἐφ᾽ ὅσον αὕται δὲν ἀντίκεινται εἰς τὰ κυριαρχικὰ δικαιώματα τῆς Α. Μ. τοῦ Σουλτάνου καὶ ἐφ᾽ ὅσον δὲν προσκρούουν εἰς τὴν ἐσωτερικὴν ἀνεξαρτησίαν. [416, 1370, 668, 1451]
paragraph: Ἐξέρια μέσα εἰς τὸ πανδαιμόνιον, τὸ ὁποῖον ἐγίνετο ἐντὸς τοῦ καφενείου ἠκούσθησαν ἐπανειλημμένοι πυροβολισμοί. Ὁ κόσμος καὶ αἱ ἀρχαὶ ἐνόμισαν ὅτι πλέον τὸ διασκεδαστικὸν ἐκεῖνο κέντρον εἶχε μεταβληθῆ εἰς μακελειό. [148, 1189, 406, 1270]
headline-apantisis: ΑΠΑΝΤΗΣΙΣ [1206, 144, 1460, 186]
fx-row-a [284, 569, 353, 582]
bank-row-value: 162 [384, 213, 405, 225]
paragraph: Ἐπὶ τρία ἤδη ἔτη καὶ κατὰ τὴν αὐτὴν χρονικὴν περίοδον κατεγράφησαν ἐν Κωνσταντινουπόλει καὶ ἐμπορευόμεθα ἐν Ἀθήναις τὰ κατὰ πάντα ἐμπόρευμα, ἔχει ὡς ἐκ τῆς ἐμπορίας ταύτης καλὴν ὑπόληψιν. [1206, 341, 1460, 409]
headline-keimenon: ΤΟ ΚΕΙΜΕΝΟΝ [437, 1026, 647, 1095]
bank-row-name: Βιομ. Πίστεως τῆς Ἑλλάδος [149, 226, 300, 238]
police-names: Δασκαλόπουλος Ἀθ. Δανίκας Μ. Φωτόπουλος Φ. [942, 870, 1196, 897]
column-5 [1206, 138, 1460, 2177]
paragraph: Τὰ αἴτια τῆς συμπλοκῆς εἶνε περίεργα. Ὁ λοχίας Κουκουλάκης ἀπεσπασμένος ἀπὸ τινος χρόνου εἰς τὴν φρουρὰν τοῦ τελωνείου Πειραιῶς, εὑρισκε ἀκαίρως πολλὰς ἐσπέρας καὶ ἐφοίτα εἰς τὸ ψητοπωλεῖον τοῦ Μενζελιώτη νὰ προσελκύσῃ τὴν συμπάθειαν μιᾶς ἀοιδοῦ μὲ τὴν ὁποίαν ἐπιμονὴν πολλάκις ὥρας καθὲ βράδυ ἔσυμεσπέρει. [416, 406, 668, 514]
fonos-text: Περὶ τὴν δευτέραν μεσονύκτιον ὥραν ἐξωθεν τοῦ ἐπὶ τῆς ὁδοῦ Καποδιστρίου οἰκίας ἀνεύρη Βασιλικῆς τινος συμπλοκῆς ἐτραυματίσθη θανασίμως διὰ λίθου εἰς τὴν κεφαλὴν ὁ ἀμαξηλάτης Ν. Σιδώνης. Περὶ τῆς σωτηρίας του ὑπάρχουν ἐλάχισται ἐλπίδες. [416, 919, 668, 1014]
court-text: Τὸ Β΄ Εἰρηνοδικεῖον Βοιωτίου ἀποτελούμενον ἐκ τοῦ Εἰρηνοδίκου Ν. Νικολάου. Συνεδρίασεν δημοσίᾳ εἰς τὸ κατάστημα αὐτοῦ τῇ 9 Ὀκτωβρίου 1903, ἵνα δικάσῃ τὴν ἀγωγὴν τοῦ Ἀντωνίου Μοτζᾶ ἐνάγοντος κατὰ τοῦ Ι. Ἀλεξανδροπούλου. [942, 960, 1196, 1041]
bank-row-value: 167.50 [368, 239, 405, 251]
company-row-name: Σιδηρόδρομοι Θεσσαλίας [149, 310, 285, 323]
bank-row-name: Τραπεζα Ἀθηνῶν [149, 239, 240, 251]
